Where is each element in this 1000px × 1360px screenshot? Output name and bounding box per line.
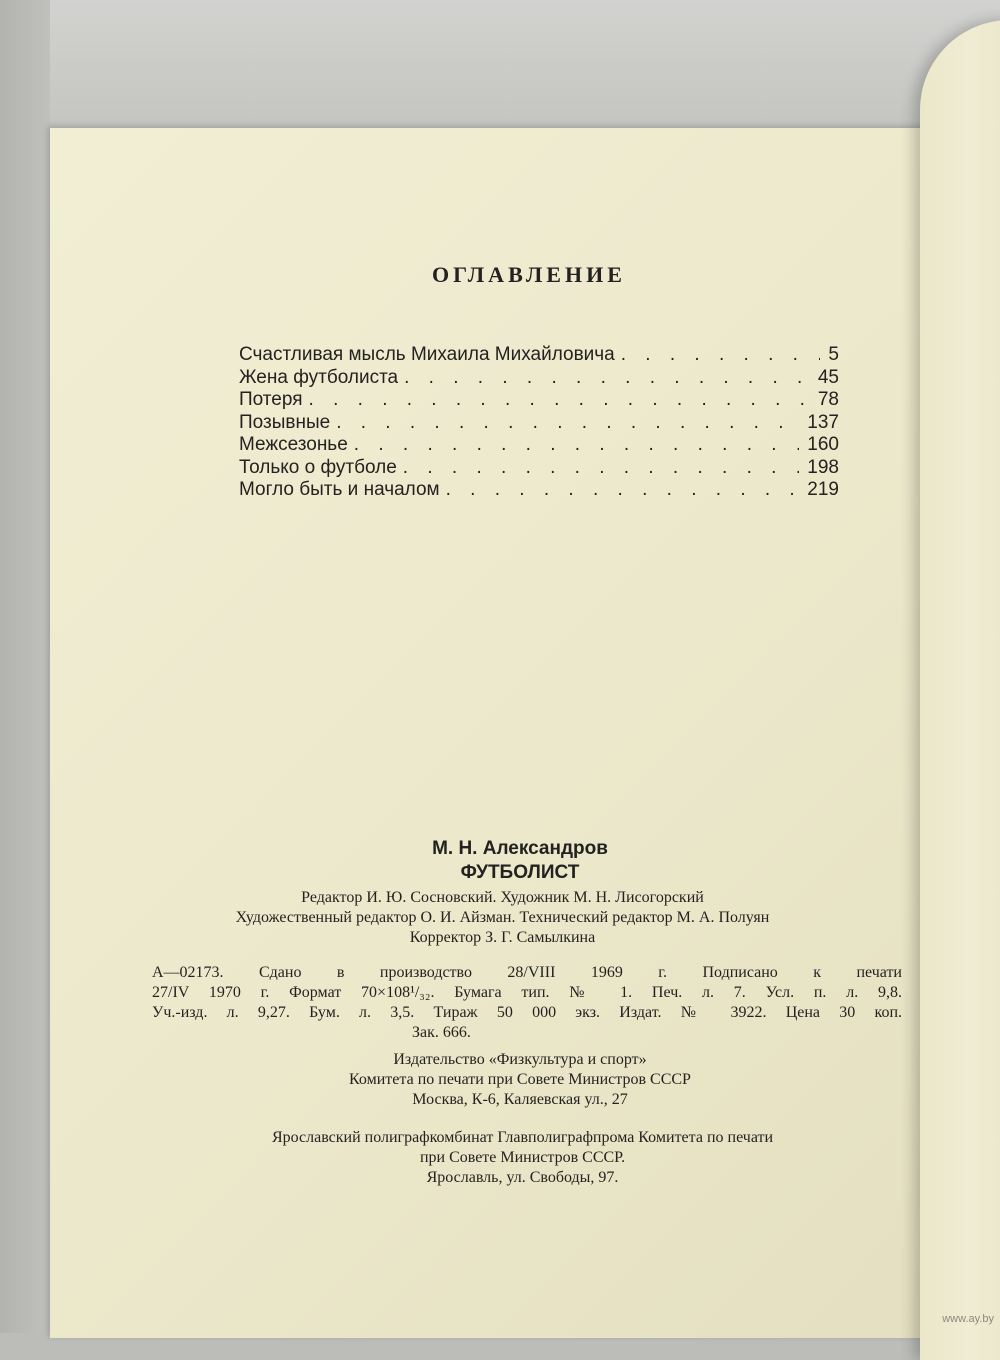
credits-line: Художественный редактор О. И. Айзман. Технический редактор М. А. Полуян [235,909,770,926]
author-name: М. Н. Александров [432,838,608,859]
adjacent-page-edge [920,20,1000,1360]
toc-entry [239,367,839,390]
toc-heading: ОГЛАВЛЕНИЕ [432,262,626,287]
toc-leader-dots [446,479,800,502]
printer-line: при Совете Министров СССР. [419,1149,626,1166]
toc-entry-title: Межсезонье [239,434,348,455]
toc-entry-page: 219 [807,479,839,500]
toc-entry-title: Потеря [239,389,303,410]
technical-line: Уч.-изд. л. 9,27. Бум. л. 3,5. Тираж 50 000 экз. Издат. № 3922. Цена 30 коп. [152,1004,902,1021]
technical-details [152,963,902,1043]
toc-leader-dots [309,389,810,412]
background-surface [0,0,1000,130]
book-title: ФУТБОЛИСТ [460,862,580,883]
watermark-text: www.ay.by [942,1313,994,1325]
toc-entry-page: 78 [817,389,839,410]
toc-entry [239,389,839,412]
toc-leader-dots [354,434,800,457]
table-of-contents [239,344,839,502]
toc-entry-page: 45 [817,366,839,388]
toc-entry-title: Жена футболиста [239,366,399,388]
toc-entry-page: 198 [807,456,839,478]
printer-line: Ярославль, ул. Свободы, 97. [426,1169,619,1186]
publisher-line: Издательство «Физкультура и спорт» [393,1051,647,1068]
toc-entry-title: Счастливая мысль Михаила Михайловича [239,344,615,365]
background-left-edge [0,0,50,1333]
publisher-line: Москва, К-6, Каляевская ул., 27 [412,1091,628,1108]
technical-line: Зак. 666. [412,1024,471,1041]
credits-line: Корректор З. Г. Самылкина [409,929,596,946]
toc-entry [239,457,839,480]
toc-entry-title: Только о футболе [239,456,397,478]
toc-leader-dots [403,457,800,480]
toc-entry-page: 137 [807,411,839,433]
toc-entry-title: Могло быть и началом [239,479,440,500]
toc-leader-dots [621,344,821,367]
toc-entry [239,412,839,435]
technical-line: 27/IV 1970 г. Формат 70×108¹/₃₂. Бумага тип. № 1. Печ. л. 7. Усл. п. л. 9,8. [152,984,902,1001]
printer-line: Ярославский полиграфкомбинат Главполиграфпрома Комитета по печати [271,1129,774,1146]
toc-leader-dots [336,412,799,435]
toc-entry-title: Позывные [239,411,331,433]
credits-line: Редактор И. Ю. Сосновский. Художник М. Н. Лисогорский [301,889,704,906]
publisher-line: Комитета по печати при Совете Министров СССР [349,1071,691,1088]
toc-entry-page: 5 [828,344,839,365]
toc-entry [239,434,839,457]
toc-entry-page: 160 [807,434,839,455]
toc-entry [239,344,839,367]
publisher-block [150,1050,890,1110]
technical-line: А—02173. Сдано в производство 28/VIII 1969 г. Подписано к печати [152,964,902,981]
toc-leader-dots [404,367,810,390]
printer-block [155,1128,890,1188]
toc-entry [239,479,839,502]
credits-block [150,888,855,948]
